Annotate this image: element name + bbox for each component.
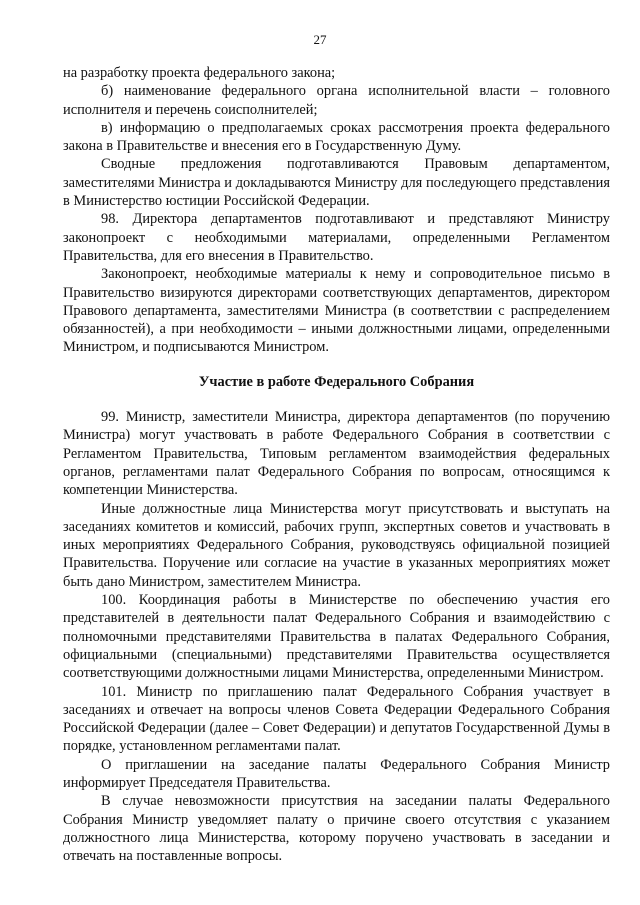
paragraph: 100. Координация работы в Министерстве по обеспечению участия его представителей в деятельности палат Федерального Собрания и взаимодействию с полномочными представителями Правительства в палатах Федерального Собрания, официальными (специальными) представителями Правительства осуществляется соответствующими должностными лицами Министерства, определенными Министром. — [63, 592, 610, 682]
paragraph: в) информацию о предполагаемых сроках рассмотрения проекта федерального закона в Правительстве и внесения его в Государственную Думу. — [63, 119, 610, 155]
paragraph: б) наименование федерального органа исполнительной власти – головного исполнителя и перечень соисполнителей; — [63, 83, 610, 118]
paragraph: на разработку проекта федерального закона; — [63, 65, 336, 81]
paragraph: Иные должностные лица Министерства могут присутствовать и выступать на заседаниях комитетов и комиссий, рабочих групп, экспертных советов и участвовать в иных мероприятиях Федерального Собрания, руководствуясь официальной позицией Правительства. Поручение или согласие на участие в указанных мероприятиях может быть дано Министром, заместителем Министра. — [63, 500, 610, 590]
section-heading: Участие в работе Федерального Собрания — [198, 373, 475, 390]
paragraph: Законопроект, необходимые материалы к нему и сопроводительное письмо в Правительство визируются директорами соответствующих департаментов, директором Правового департамента, заместителями Министра (в соответствии с распределением обязанностей), а при необходимости – иными должностными лицами, определенными Министром, и подписываются Министром. — [63, 266, 610, 356]
paragraph: 101. Министр по приглашению палат Федерального Собрания участвует в заседаниях и отвечает на вопросы членов Совета Федерации Федерального Собрания Российской Федерации (далее – Совет Федерации) и депутатов Государственной Думы в порядке, установленном регламентами палат. — [63, 683, 610, 755]
paragraph: 98. Директора департаментов подготавливают и представляют Министру законопроект с необходимыми материалами, определенными Регламентом Правительства, для его внесения в Правительство. — [63, 211, 610, 264]
document-body — [63, 64, 610, 865]
page-number: 27 — [313, 32, 327, 47]
paragraph: О приглашении на заседание палаты Федерального Собрания Министр информирует Председателя Правительства. — [63, 756, 610, 791]
paragraph: В случае невозможности присутствия на заседании палаты Федерального Собрания Министр уведомляет палату о причине своего отсутствия с указанием должностного лица Министерства, которому поручено участвовать в заседании и отвечать на поставленные вопросы. — [63, 793, 610, 865]
paragraph: Сводные предложения подготавливаются Правовым департаментом, заместителями Министра и докладываются Министру для последующего представления в Министерство юстиции Российской Федерации. — [63, 156, 610, 210]
paragraph: 99. Министр, заместители Министра, директора департаментов (по поручению Министра) могут участвовать в работе Федерального Собрания в соответствии с Регламентом Правительства, Типовым регламентом взаимодействия федеральных органов, регламентами палат Федерального Собрания по вопросам, относящимся к компетенции Министерства. — [63, 409, 610, 499]
